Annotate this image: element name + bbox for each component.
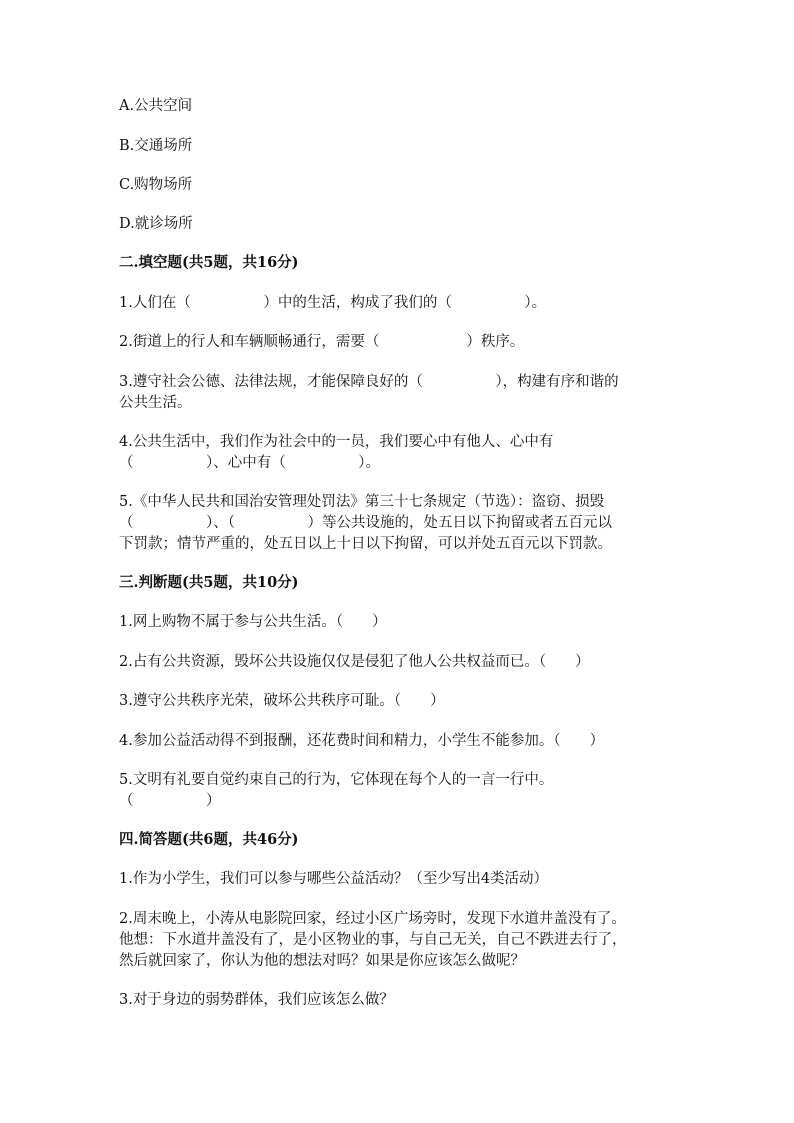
fill-question-5-line-2: （ ）、（ ）等公共设施的，处五日以下拘留或者五百元以 xyxy=(119,515,612,531)
answer-question-1: 1.作为小学生，我们可以参与哪些公益活动？（至少写出4类活动） xyxy=(119,871,549,887)
fill-question-3-line-2: 公共生活。 xyxy=(119,395,192,411)
answer-question-2-line-1: 2.周末晚上，小涛从电影院回家，经过小区广场旁时，发现下水道井盖没有了。 xyxy=(119,911,626,927)
judge-question-5-line-1: 5.文明有礼要自觉约束自己的行为，它体现在每个人的一言一行中。 xyxy=(119,772,554,788)
fill-question-4-line-1: 4.公共生活中，我们作为社会中的一员，我们要心中有他人、心中有 xyxy=(119,434,554,450)
section-heading-fill-blank: 二.填空题(共5题，共16分) xyxy=(119,254,299,271)
section-heading-true-false: 三.判断题(共5题，共10分) xyxy=(119,574,299,591)
fill-question-2: 2.街道上的行人和车辆顺畅通行，需要（ ）秩序。 xyxy=(119,334,525,350)
judge-question-2: 2.占有公共资源，毁坏公共设施仅仅是侵犯了他人公共权益而已。（ ） xyxy=(119,654,590,670)
judge-question-3: 3.遵守公共秩序光荣，破坏公共秩序可耻。（ ） xyxy=(119,693,445,709)
answer-question-2-line-2: 他想：下水道井盖没有了，是小区物业的事，与自己无关，自己不跌进去行了， xyxy=(119,932,627,948)
fill-question-3-line-1: 3.遵守社会公德、法律法规，才能保障良好的（ ），构建有序和谐的 xyxy=(119,374,619,390)
judge-question-1: 1.网上购物不属于参与公共生活。（ ） xyxy=(119,614,387,630)
fill-question-4-line-2: （ ）、心中有（ ）。 xyxy=(119,455,380,471)
option-c: C.购物场所 xyxy=(119,177,193,193)
fill-question-5-line-3: 下罚款；情节严重的，处五日以上十日以下拘留，可以并处五百元以下罚款。 xyxy=(119,536,612,552)
judge-question-4: 4.参加公益活动得不到报酬，还花费时间和精力，小学生不能参加。（ ） xyxy=(119,733,605,749)
option-b: B.交通场所 xyxy=(119,138,193,154)
option-d: D.就诊场所 xyxy=(119,216,193,232)
judge-question-5-line-2: （ ） xyxy=(119,793,221,809)
section-heading-short-answer: 四.简答题(共6题，共46分) xyxy=(119,831,299,848)
option-a: A.公共空间 xyxy=(119,98,193,114)
answer-question-2-line-3: 然后就回家了，你认为他的想法对吗？如果是你应该怎么做呢？ xyxy=(119,953,525,969)
fill-question-5-line-1: 5.《中华人民共和国治安管理处罚法》第三十七条规定（节选）：盗窃、损毁 xyxy=(119,494,605,510)
fill-question-1: 1.人们在（ ）中的生活，构成了我们的（ ）。 xyxy=(119,295,547,311)
answer-question-3: 3.对于身边的弱势群体，我们应该怎么做？ xyxy=(119,992,394,1008)
